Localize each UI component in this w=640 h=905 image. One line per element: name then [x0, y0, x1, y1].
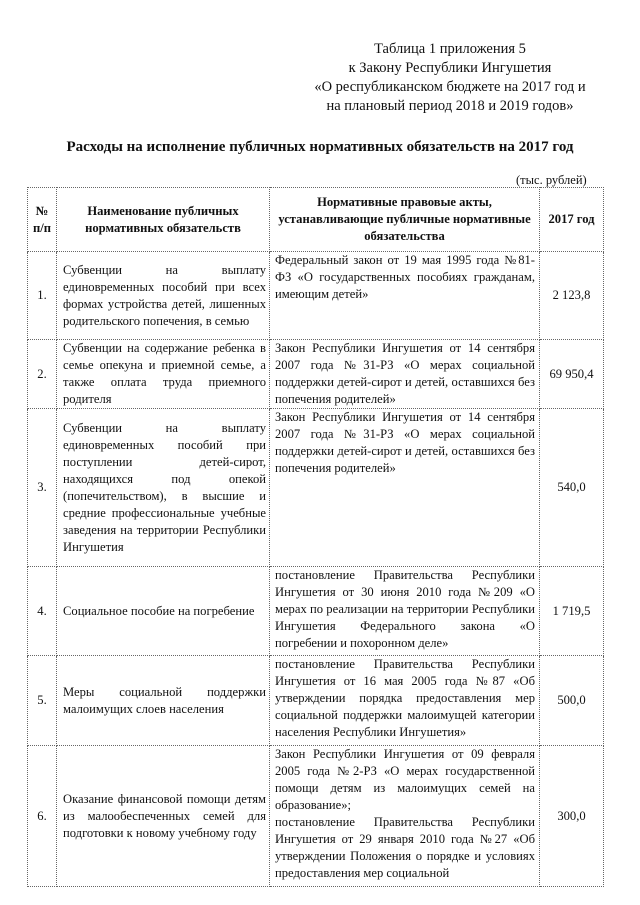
row-name: Меры социальной поддержки малоимущих слоев населения	[57, 656, 270, 746]
row-amount: 500,0	[540, 656, 604, 746]
row-num: 4.	[28, 567, 57, 656]
row-name: Субвенции на выплату единовременных пособий при всех формах устройства детей, лишенных родительского попечения, в семью	[57, 252, 270, 340]
document-header	[300, 40, 600, 116]
header-year: 2017 год	[540, 188, 604, 252]
row-acts: Федеральный закон от 19 мая 1995 года №81-ФЗ «О государственных пособиях гражданам, имеющим детей»	[270, 252, 540, 340]
row-acts: Закон Республики Ингушетия от 09 февраля 2005 года №2-РЗ «О мерах государственной помощи детям из малоимущих семей на образование»;	[275, 747, 535, 812]
row-acts: постановление Правительства Республики Ингушетия от 16 мая 2005 года №87 «Об утверждении порядка предоставления мер социальной поддержки малоимущей категории населения Республики Ингушетия»	[270, 656, 540, 746]
row-acts: Закон Республики Ингушетия от 14 сентября 2007 года №31-РЗ «О мерах социальной поддержки детей-сирот и детей, оставшихся без попечения родителей»	[270, 409, 540, 567]
table-row	[28, 340, 604, 409]
header-line-1: Таблица 1 приложения 5	[374, 41, 526, 57]
document-title: Расходы на исполнение публичных нормативных обязательств на 2017 год	[66, 139, 574, 155]
row-amount: 69 950,4	[540, 340, 604, 409]
table-row	[28, 656, 604, 746]
row-num: 5.	[28, 656, 57, 746]
row-acts-cell	[270, 746, 540, 887]
table-row	[28, 409, 604, 567]
row-acts: Закон Республики Ингушетия от 14 сентября 2007 года №31-РЗ «О мерах социальной поддержки детей-сирот и детей, оставшихся без попечения родителей»	[270, 340, 540, 409]
row-name: Оказание финансовой помощи детям из малообеспеченных семей для подготовки к новому учебному году	[57, 746, 270, 887]
row-name: Субвенции на содержание ребенка в семье опекуна и приемной семье, а также оплата труда приемного родителя	[57, 340, 270, 409]
row-acts: постановление Правительства Республики Ингушетия от 30 июня 2010 года №209 «О мерах по реализации на территории Республики Ингушетия Федерального закона «О погребении и похоронном деле»	[270, 567, 540, 656]
table-row	[28, 252, 604, 340]
header-acts: Нормативные правовые акты, устанавливающие публичные нормативные обязательства	[270, 188, 540, 252]
table-header-row	[28, 188, 604, 252]
row-name: Социальное пособие на погребение	[57, 567, 270, 656]
row-num: 2.	[28, 340, 57, 409]
row-num: 3.	[28, 409, 57, 567]
row-amount: 1 719,5	[540, 567, 604, 656]
row-amount: 540,0	[540, 409, 604, 567]
obligations-table	[27, 187, 604, 887]
row-num: 1.	[28, 252, 57, 340]
header-line-4: на плановый период 2018 и 2019 годов»	[326, 98, 574, 114]
row-amount: 2 123,8	[540, 252, 604, 340]
row-acts-continued: постановление Правительства Республики Ингушетия от 29 января 2010 года №27 «Об утверждении Положения о порядке и условиях предоставления мер социальной	[275, 815, 535, 880]
row-num: 6.	[28, 746, 57, 887]
header-line-3: «О республиканском бюджете на 2017 год и	[314, 79, 586, 95]
table-row	[28, 567, 604, 656]
row-name: Субвенции на выплату единовременных пособий при поступлении детей-сирот, находящихся под опекой (попечительством), в высшие и средние профессиональные учебные заведения на территории Республики Ингушетия	[57, 409, 270, 567]
header-num: № п/п	[28, 188, 57, 252]
header-line-2: к Закону Республики Ингушетия	[348, 60, 552, 76]
table-row	[28, 746, 604, 887]
units-label: (тыс. рублей)	[516, 173, 587, 187]
row-amount: 300,0	[540, 746, 604, 887]
header-name: Наименование публичных нормативных обязательств	[57, 188, 270, 252]
